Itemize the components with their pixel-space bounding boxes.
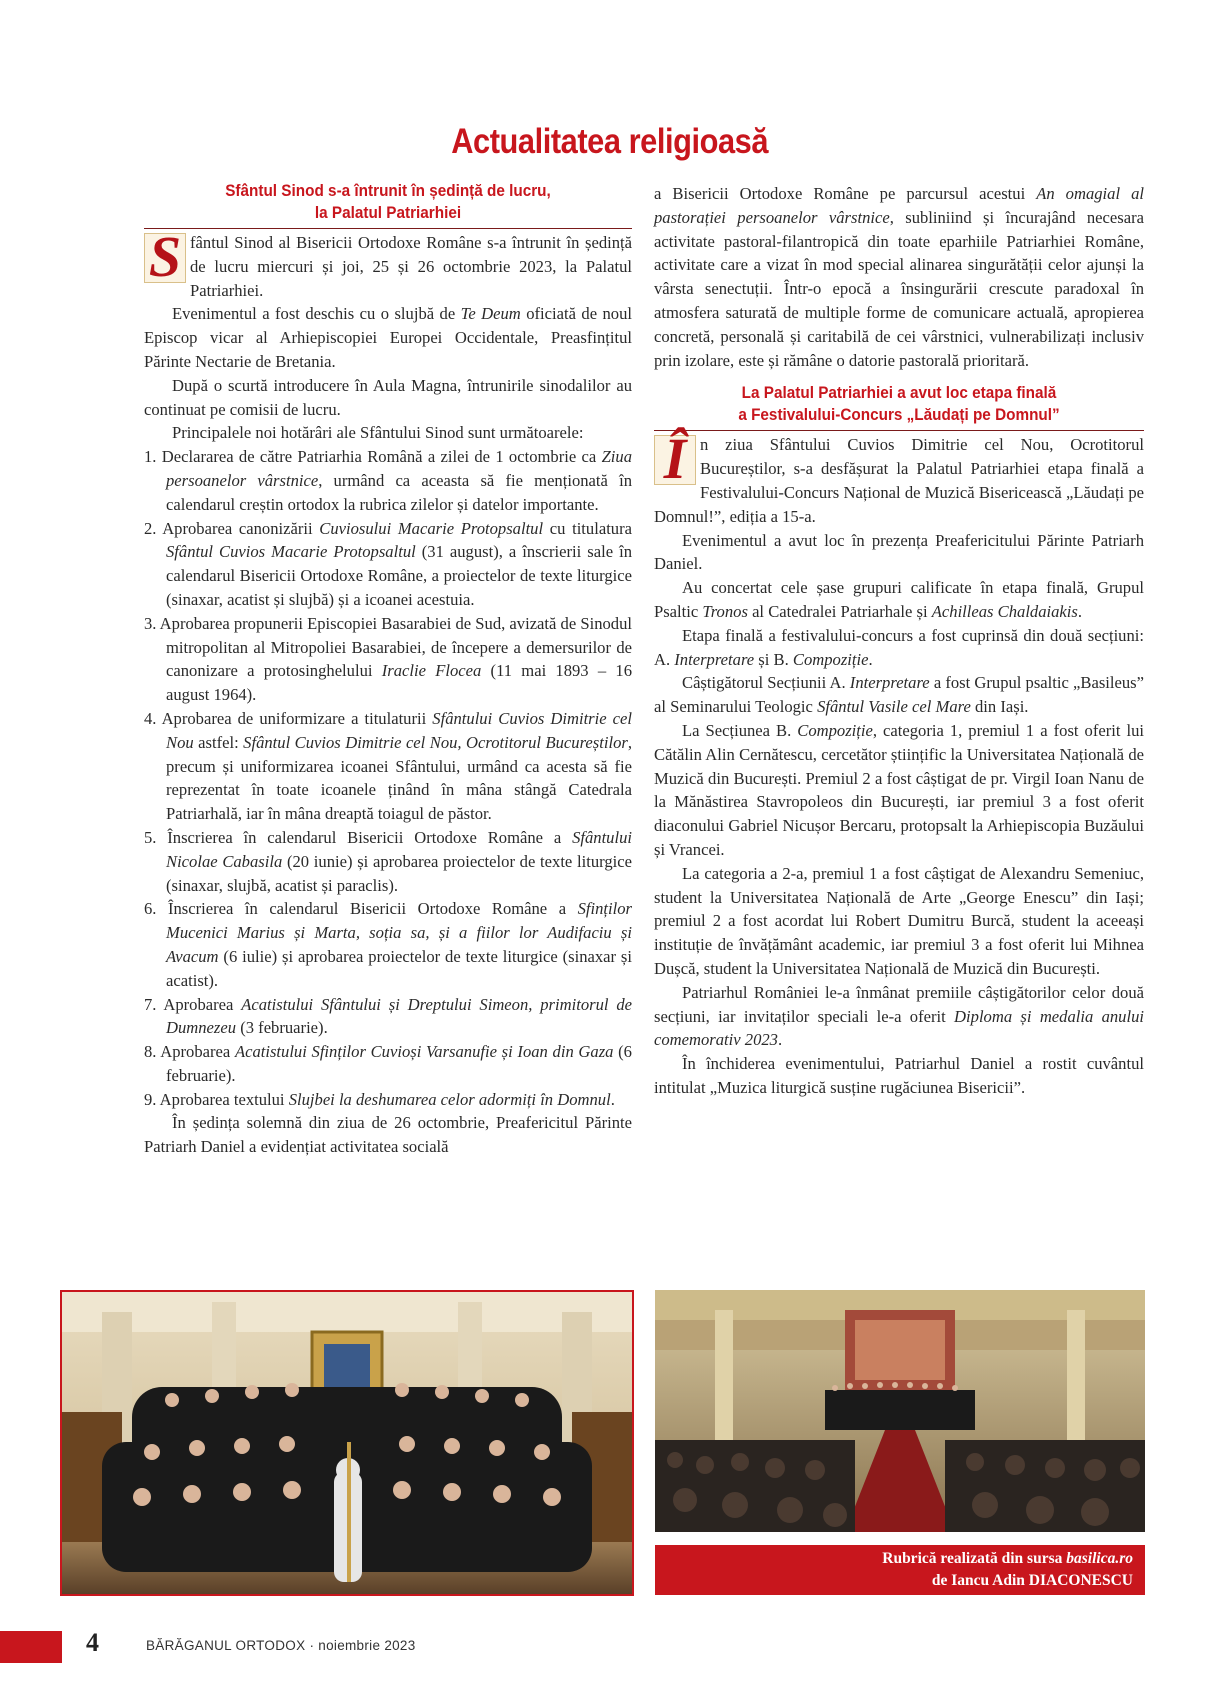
dropcap: Î (654, 435, 696, 485)
headline-line: a Festivalului-Concurs „Lăudați pe Domnul” (738, 405, 1060, 425)
decisions-list (144, 445, 632, 1111)
paragraph: Patriarhul României le-a înmânat premiile câștigătorilor celor două secțiuni, iar invitaților speciali le-a oferit Diploma și medalia anului comemorativ 2023. (654, 982, 1144, 1050)
paragraph: În închiderea evenimentului, Patriarhul Daniel a rostit cuvântul intitulat „Muzica liturgică susține rugăciunea Bisericii”. (654, 1054, 1144, 1097)
list-item: 8. Aprobarea Acatistului Sfinților Cuvioși Varsanufie și Ioan din Gaza (6 februarie). (144, 1042, 632, 1085)
footer-publication: BĂRĂGANUL ORTODOX · noiembrie 2023 (146, 1638, 416, 1653)
list-item: 4. Aprobarea de uniformizare a titulaturii Sfântului Cuvios Dimitrie cel Nou astfel: Sfântul Cuvios Dimitrie cel Nou, Ocrotitorul Bucureștilor, precum și uniformizarea icoanei Sfântului, urmând ca acesta să fie reprezentat în toate icoanele ținând în mâna stângă Catedrala Patriarhală, iar în mâna dreaptă toiagul de păstor. (144, 708, 632, 824)
list-item: 5. Înscrierea în calendarul Bisericii Ortodoxe Române a Sfântului Nicolae Cabasila (20 iunie) și aprobarea proiectelor de texte liturgice (sinaxar, slujbă, acatist și paraclis). (144, 827, 632, 895)
paragraph: Etapa finală a festivalului-concurs a fost cuprinsă din două secțiuni: A. Interpretare și B. Compoziție. (654, 625, 1144, 669)
paragraph: La Secțiunea B. Compoziție, categoria 1, premiul 1 a fost oferit lui Cătălin Alin Cernătescu, cercetător științific la Universitatea Națională de Muzică din București. Premiul 2 a fost câștigat de pr. Virgil Ioan Nanu de la Mănăstirea Stavropoleos din București, iar premiul 3 a fost oferit diaconului Gabriel Nicușor Bercaru, protopsalt la Arhiepiscopia Buzăului și Vrancei. (654, 720, 1144, 859)
article-sinod-headline (144, 180, 632, 229)
source-caption (655, 1545, 1145, 1595)
list-item: 7. Aprobarea Acatistului Sfântului și Dreptului Simeon, primitorul de Dumnezeu (3 februarie). (144, 994, 632, 1038)
paragraph: La categoria a 2-a, premiul 1 a fost câștigat de Alexandru Semeniuc, student la Universitatea Națională de Arte „George Enescu” din Iași; premiul 2 a fost acordat lui Robert Dumitru Burcă, student la aceeași instituție de învățământ academic, iar premiul 3 a fost oferit lui Mihnea Dușcă, student la Universitatea Națională de Muzică din București. (654, 863, 1144, 978)
paragraph: Evenimentul a avut loc în prezența Preafericitului Părinte Patriarh Daniel. (654, 530, 1144, 574)
festival-concert-photo (655, 1290, 1145, 1532)
headline-line: La Palatul Patriarhiei a avut loc etapa finală (741, 383, 1057, 403)
article-festival-headline (654, 382, 1144, 431)
list-item: 6. Înscrierea în calendarul Bisericii Ortodoxe Române a Sfinților Mucenici Marius și Marta, soția sa, și a fiilor lor Audifaciu și Avacum (6 iulie) și aprobarea proiectelor de texte liturgice (sinaxar și acatist). (144, 899, 632, 990)
paragraph: Î n ziua Sfântului Cuvios Dimitrie cel Nou, Ocrotitorul Bucureștilor, s-a desfășurat la Palatul Patriarhiei etapa finală a Festivalului-Concurs Național de Muzică Bisericească „Lăudați pe Domnul!”, ediția a 15-a. (654, 426, 1144, 526)
paragraph: S fântul Sinod al Bisericii Ortodoxe Române s-a întrunit în ședință de lucru miercuri și joi, 25 și 26 octombrie 2023, la Palatul Patriarhiei. (144, 231, 632, 302)
list-item: 2. Aprobarea canonizării Cuviosului Macarie Protopsaltul cu titulatura Sfântul Cuvios Macarie Protopsaltul (31 august), a înscrierii sale în calendarul Bisericii Ortodoxe Române, a proiectelor de texte liturgice (sinaxar, acatist și slujbă) și a icoanei acestuia. (144, 518, 632, 609)
paragraph: După o scurtă introducere în Aula Magna, întrunirile sinodalilor au continuat pe comisii de lucru. (144, 375, 632, 419)
list-item: 3. Aprobarea propunerii Episcopiei Basarabiei de Sud, avizată de Sinodul mitropolitan al Mitropoliei Basarabiei, de începere a demersurilor de canonizare a protosinghelului Iraclie Flocea (11 mai 1893 – 16 august 1964). (144, 613, 632, 705)
page-title: Actualitatea religioasă (451, 122, 769, 161)
headline-line: la Palatul Patriarhiei (314, 203, 462, 222)
caption-author: de Iancu Adin DIACONESCU (931, 1572, 1133, 1589)
source-link: basilica.ro (1066, 1550, 1133, 1567)
headline-line: Sfântul Sinod s-a întrunit în ședință de lucru, (225, 181, 551, 200)
list-item: 1. Declararea de către Patriarhia Română a zilei de 1 octombrie ca Ziua persoanelor vârstnice, urmând ca aceasta să fie menționată în calendarul creștin ortodox la rubrica zilelor și datelor importante. (144, 447, 632, 514)
paragraph: Câștigătorul Secțiunii A. Interpretare a fost Grupul psaltic „Basileus” al Seminarului Teologic Sfântul Vasile cel Mare din Iași. (654, 673, 1144, 717)
footer-accent-bar (0, 1631, 62, 1663)
paragraph: În ședința solemnă din ziua de 26 octombrie, Preafericitul Părinte Patriarh Daniel a evidențiat activitatea socială (144, 1113, 632, 1157)
paragraph: a Bisericii Ortodoxe Române pe parcursul acestui An omagial al pastorației persoanelor vârstnice, subliniind și încurajând necesara activitate pastoral-filantropică din toate eparhiile Patriarhiei Române, activitate care a vizat în mod special alinarea singurătății celor ajunși la vârsta senectuții. Într-o epocă a însingurării crescute paradoxal în atmosfera saturată de multiple forme de comunicare actuală, apropierea concretă, personală și caritabilă de cei vârstnici, vulnerabilizați inclusiv prin izolare, este și rămâne o datorie pastorală prioritară. (654, 184, 1145, 370)
article-festival (654, 182, 1144, 1100)
paragraph: Principalele noi hotărâri ale Sfântului Sinod sunt următoarele: (172, 423, 584, 443)
article-sinod (144, 180, 632, 1159)
paragraph: Evenimentul a fost deschis cu o slujbă de Te Deum oficiată de noul Episcop vicar al Arhiepiscopiei Europei Occidentale, Preasfințitul Părinte Nectarie de Bretania. (144, 304, 632, 371)
page-number: 4 (86, 1628, 99, 1657)
synod-group-photo (60, 1290, 634, 1596)
paragraph: Au concertat cele șase grupuri calificate în etapa finală, Grupul Psaltic Tronos al Catedralei Patriarhale și Achilleas Chaldaiakis. (654, 578, 1144, 621)
caption-line: Rubrică realizată din sursa basilica.ro (882, 1550, 1133, 1567)
list-item: 9. Aprobarea textului Slujbei la deshumarea celor adormiți în Domnul. (144, 1089, 615, 1109)
dropcap: S (144, 233, 186, 283)
